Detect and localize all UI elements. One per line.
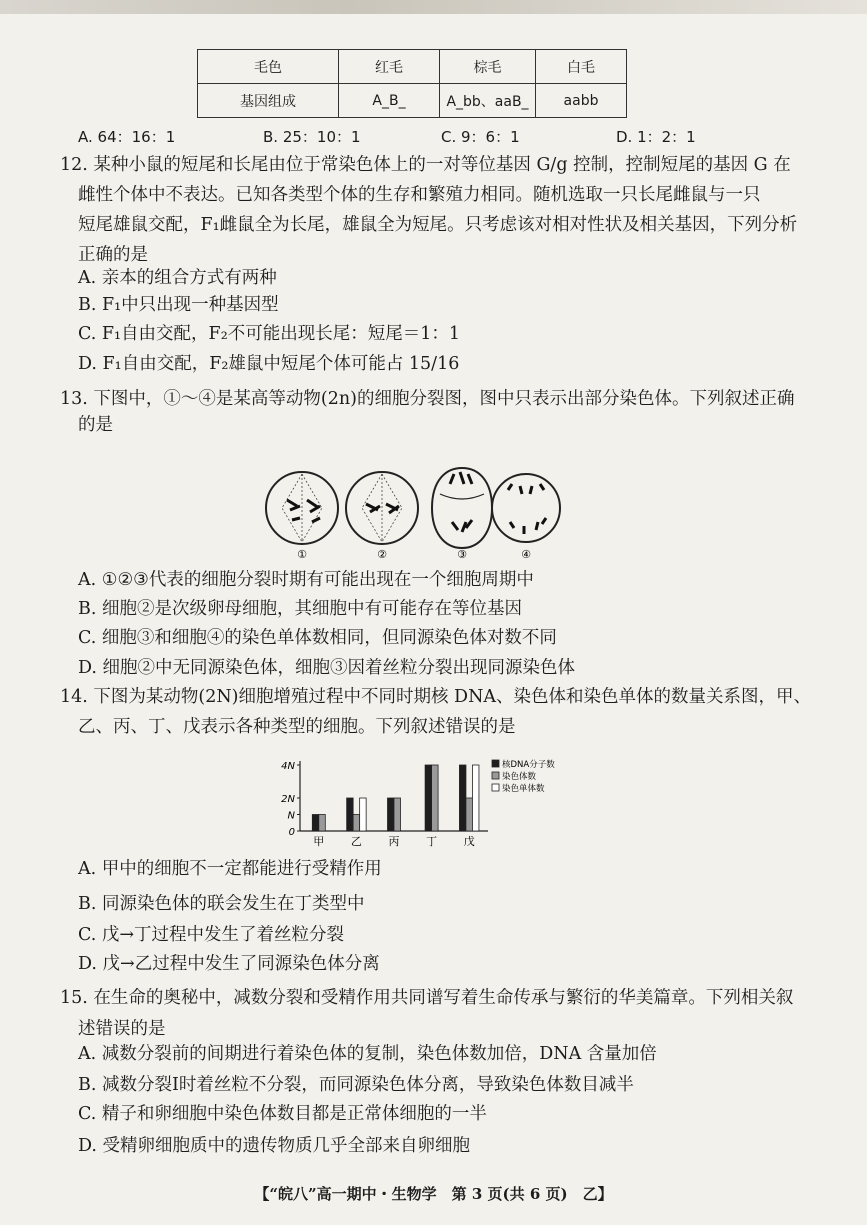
q14-option-b: B. 同源染色体的联会发生在丁类型中: [78, 894, 365, 914]
q15-stem-line: 述错误的是: [78, 1019, 166, 1039]
y-tick-label: 0: [288, 827, 295, 838]
q11-option-b: B. 25：10：1: [263, 128, 361, 146]
q14-option-c: C. 戊→丁过程中发生了着丝粒分裂: [78, 925, 345, 945]
q13-stem-line: 13. 下图中，①～④是某高等动物(2n)的细胞分裂图，图中只表示出部分染色体。下列叙述正确: [60, 389, 795, 409]
q12-stem-line: 雌性个体中不表达。已知各类型个体的生存和繁殖力相同。随机选取一只长尾雌鼠与一只: [78, 185, 761, 205]
table-cell: 白毛: [536, 50, 627, 84]
cell-4-diagram: [492, 474, 560, 542]
bar: [466, 798, 473, 831]
table-cell: A_bb、aaB_: [440, 84, 536, 118]
bar: [347, 798, 354, 831]
cell-label: ②: [377, 548, 387, 560]
q14-option-a: A. 甲中的细胞不一定都能进行受精作用: [78, 859, 382, 879]
table-cell: A_B_: [339, 84, 440, 118]
bar: [319, 815, 326, 832]
q12-option-d: D. F₁自由交配，F₂雄鼠中短尾个体可能占 15/16: [78, 354, 460, 374]
bar: [312, 815, 319, 832]
cell-2-diagram: [346, 472, 418, 544]
bar: [388, 798, 395, 831]
q12-stem-line: 12. 某种小鼠的短尾和长尾由位于常染色体上的一对等位基因 G/g 控制，控制短尾的基因 G 在: [60, 155, 791, 175]
legend-label: 染色体数: [502, 772, 537, 782]
q13-option-c: C. 细胞③和细胞④的染色单体数相同，但同源染色体对数不同: [78, 628, 557, 648]
q14-stem-line: 14. 下图为某动物(2N)细胞增殖过程中不同时期核 DNA、染色体和染色单体的数量关系图，甲、: [60, 687, 812, 707]
x-tick-label: 丙: [388, 835, 400, 848]
table-row: [198, 84, 627, 118]
page-footer: 【“皖八”高一期中・生物学 第 3 页(共 6 页) 乙】: [254, 1185, 613, 1203]
y-tick-label: 4N: [281, 761, 295, 772]
x-tick-label: 戊: [463, 835, 475, 848]
q11-option-d: D. 1：2：1: [616, 128, 696, 146]
q15-option-c: C. 精子和卵细胞中染色体数目都是正常体细胞的一半: [78, 1104, 487, 1124]
cell-1-diagram: [266, 472, 338, 544]
legend-label: 染色单体数: [502, 784, 545, 794]
q14-stem-line: 乙、丙、丁、戊表示各种类型的细胞。下列叙述错误的是: [78, 717, 516, 737]
q11-option-a: A. 64：16：1: [78, 128, 176, 146]
bar: [360, 798, 367, 831]
q13-option-b: B. 细胞②是次级卵母细胞，其细胞中有可能存在等位基因: [78, 599, 522, 619]
table-cell: 棕毛: [440, 50, 536, 84]
y-tick-label: N: [287, 810, 295, 822]
cell-3-diagram: [432, 468, 492, 548]
q12-option-b: B. F₁中只出现一种基因型: [78, 295, 279, 315]
q15-stem-line: 15. 在生命的奥秘中，减数分裂和受精作用共同谱写着生命传承与繁衍的华美篇章。下列相关叙: [60, 988, 794, 1008]
bar: [353, 815, 360, 832]
q12-stem-line: 正确的是: [78, 245, 148, 265]
bar: [425, 765, 432, 831]
legend-swatch: [492, 784, 499, 791]
cell-division-figure: [262, 460, 562, 560]
bar: [459, 765, 466, 831]
q13-stem-line: 的是: [78, 415, 113, 435]
bar: [394, 798, 401, 831]
table-cell: aabb: [536, 84, 627, 118]
q14-option-d: D. 戊→乙过程中发生了同源染色体分离: [78, 954, 380, 974]
table-header-cell: 毛色: [198, 50, 339, 84]
q15-option-d: D. 受精卵细胞质中的遗传物质几乎全部来自卵细胞: [78, 1136, 471, 1156]
bar: [432, 765, 439, 831]
q15-option-a: A. 减数分裂前的间期进行着染色体的复制，染色体数加倍，DNA 含量加倍: [78, 1044, 657, 1064]
q12-stem-line: 短尾雄鼠交配，F₁雌鼠全为长尾，雄鼠全为短尾。只考虑该对相对性状及相关基因，下列分析: [78, 215, 798, 235]
table-header-cell: 基因组成: [198, 84, 339, 118]
y-tick-label: 2N: [281, 794, 295, 805]
table-row: [198, 50, 627, 84]
legend-swatch: [492, 760, 499, 767]
bar-chart: [270, 755, 580, 850]
cell-label: ④: [521, 548, 531, 560]
x-tick-label: 甲: [313, 835, 325, 848]
q15-option-b: B. 减数分裂Ⅰ时着丝粒不分裂，而同源染色体分离，导致染色体数目减半: [78, 1075, 634, 1095]
coat-color-table: [197, 49, 627, 118]
table-cell: 红毛: [339, 50, 440, 84]
q12-option-a: A. 亲本的组合方式有两种: [78, 268, 277, 288]
cell-label: ③: [457, 548, 467, 560]
q13-option-d: D. 细胞②中无同源染色体，细胞③因着丝粒分裂出现同源染色体: [78, 658, 576, 678]
legend-swatch: [492, 772, 499, 779]
page-top-edge: [0, 0, 867, 14]
x-tick-label: 乙: [350, 835, 362, 848]
q12-option-c: C. F₁自由交配，F₂不可能出现长尾：短尾＝1：1: [78, 324, 460, 344]
bar: [472, 765, 479, 831]
q13-option-a: A. ①②③代表的细胞分裂时期有可能出现在一个细胞周期中: [78, 570, 534, 590]
cell-label: ①: [297, 548, 307, 560]
x-tick-label: 丁: [426, 835, 438, 848]
q11-option-c: C. 9：6：1: [441, 128, 520, 146]
legend-label: 核DNA分子数: [502, 760, 555, 770]
